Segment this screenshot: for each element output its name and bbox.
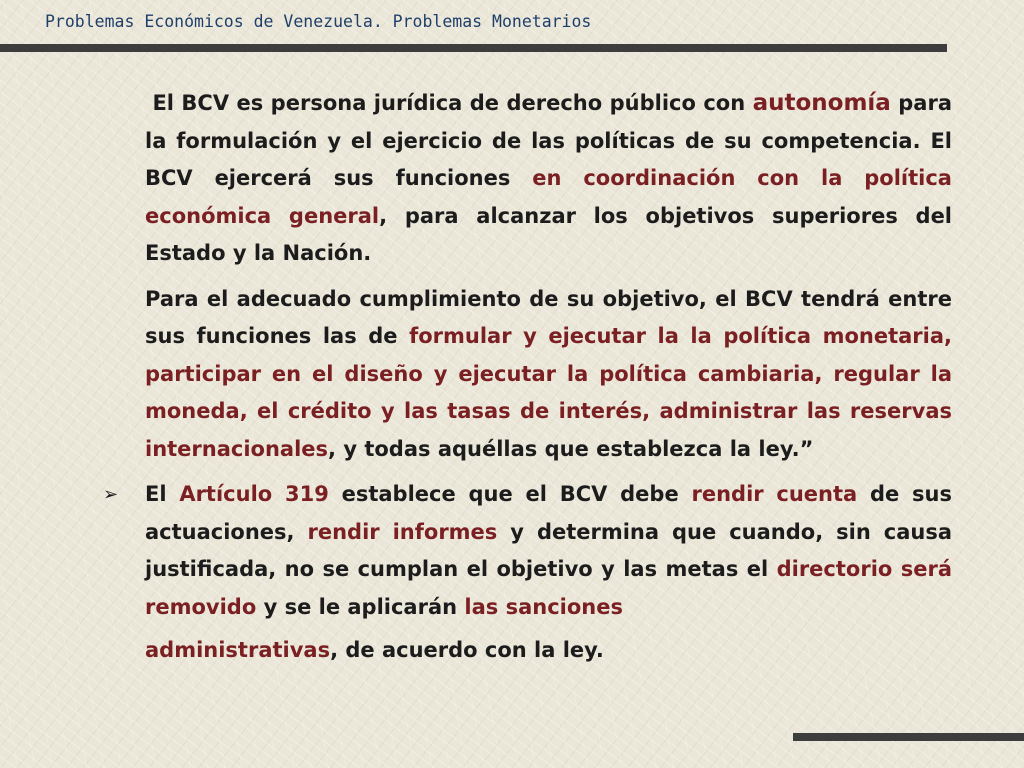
page-header: Problemas Económicos de Venezuela. Problemas Monetarios: [45, 12, 592, 31]
paragraph-autonomy: [145, 85, 952, 273]
p1-text-3: , para alcanzar los objetivos superiores del Estado y la Nación.: [145, 203, 953, 265]
paragraph-article-319: [103, 476, 952, 670]
p1-highlight-autonomia: autonomía: [752, 90, 891, 116]
p3-text-3: de sus actuaciones,: [145, 482, 952, 544]
p3-text-1: El: [145, 482, 180, 506]
p3-last-line: [145, 632, 952, 670]
p3-highlight-directorio: directorio será removido: [145, 557, 952, 619]
p3-text-2: establece que el BCV debe: [328, 482, 692, 506]
p3-highlight-administrativas: administrativas: [145, 638, 331, 662]
p1-text-1: El BCV es persona jurídica de derecho público con: [152, 91, 753, 115]
top-divider: [0, 44, 947, 52]
p2-text-1: Para el adecuado cumplimiento de su objetivo, el BCV tendrá entre sus funciones las de: [145, 286, 952, 348]
p3-text-4: y determina que cuando, sin causa justificada, no se cumplan el objetivo y las metas el: [145, 519, 952, 581]
p2-highlight-functions: formular y ejecutar la la política monetaria, participar en el diseño y ejecutar la política cambiaria, regular la moneda, el crédito y las tasas de interés, administrar las reservas internacionales: [145, 324, 953, 461]
p1-text-2: para la formulación y el ejercicio de las políticas de su competencia. El BCV ejercerá sus funciones: [145, 91, 953, 190]
p2-text-2: , y todas aquéllas que establezca la ley.”: [328, 436, 814, 461]
p3-highlight-articulo: Artículo 319: [179, 482, 329, 506]
p3-text-5: y se le aplicarán: [256, 594, 465, 619]
p3-text-6: , de acuerdo con la ley.: [330, 638, 604, 662]
arrow-bullet-icon: ➢: [103, 484, 119, 505]
p1-highlight-coordinacion: en coordinación con la política económica general: [145, 166, 952, 228]
p3-highlight-rendir-informes: rendir informes: [307, 519, 498, 544]
p3-highlight-rendir-cuenta: rendir cuenta: [691, 482, 858, 506]
paragraph-functions: [145, 281, 952, 469]
slide-body: [103, 85, 953, 670]
p3-highlight-sanciones: las sanciones: [464, 594, 623, 619]
bottom-divider: [793, 733, 1024, 741]
